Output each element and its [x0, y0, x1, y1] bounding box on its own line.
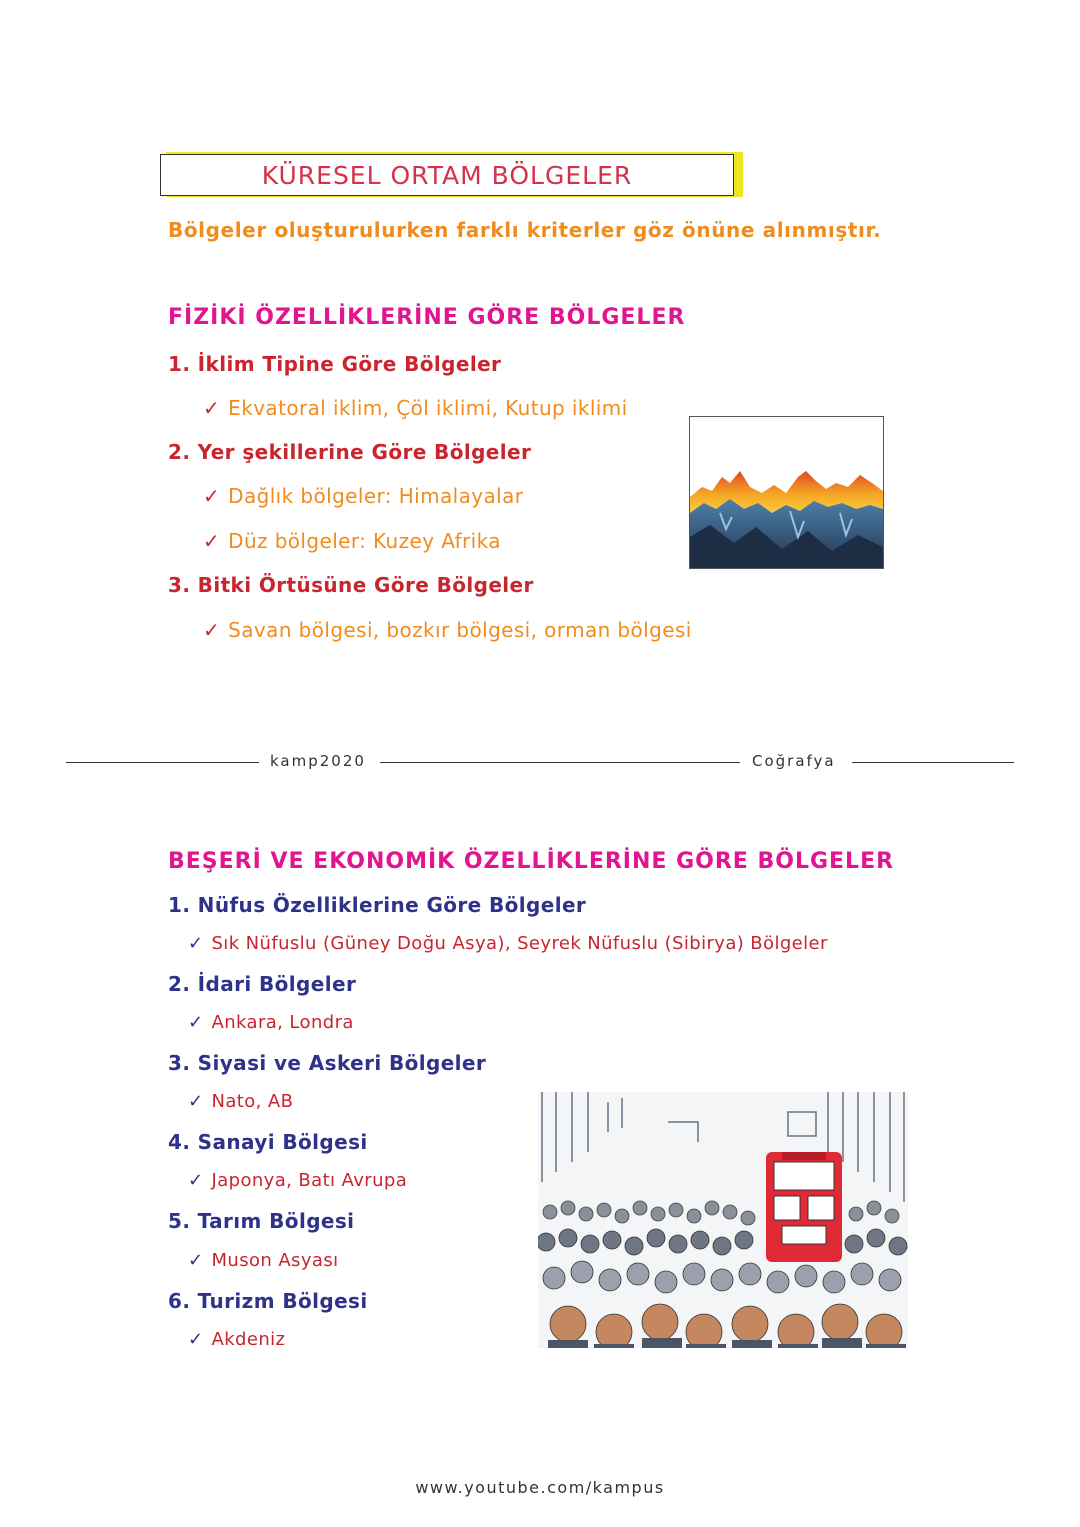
physical-heading: FİZİKİ ÖZELLİKLERİNE GÖRE BÖLGELER: [168, 305, 686, 330]
check-icon: ✓: [188, 1170, 204, 1191]
check-icon: ✓: [203, 529, 221, 553]
human-sub-1-1: ✓ Sık Nüfuslu (Güney Doğu Asya), Seyrek Nüfuslu (Sibirya) Bölgeler: [188, 933, 828, 954]
tram-shape: [766, 1152, 842, 1262]
human-sub-4-1: ✓ Japonya, Batı Avrupa: [188, 1170, 408, 1191]
human-sub-3-1: ✓ Nato, AB: [188, 1091, 294, 1112]
divider-label-left: kamp2020: [270, 752, 366, 770]
human-heading: BEŞERİ VE EKONOMİK ÖZELLİKLERİNE GÖRE BÖLGELER: [168, 849, 895, 874]
divider-label-right: Coğrafya: [752, 752, 836, 770]
crowd-tram-illustration: [538, 1092, 908, 1348]
physical-sub-2-2: ✓ Düz bölgeler: Kuzey Afrika: [203, 529, 501, 553]
check-icon: ✓: [188, 933, 204, 954]
check-icon: ✓: [188, 1012, 204, 1033]
title-box: [160, 154, 734, 196]
human-sub-5-1: ✓ Muson Asyası: [188, 1250, 339, 1271]
check-icon: ✓: [188, 1329, 204, 1350]
human-item-5: 5. Tarım Bölgesi: [168, 1209, 355, 1233]
human-sub-6-1: ✓ Akdeniz: [188, 1329, 286, 1350]
physical-sub-2-1: ✓ Dağlık bölgeler: Himalayalar: [203, 484, 524, 508]
divider-line-middle: [380, 762, 740, 763]
page-title: KÜRESEL ORTAM BÖLGELER: [261, 160, 633, 190]
check-icon: ✓: [188, 1250, 204, 1271]
human-item-3: 3. Siyasi ve Askeri Bölgeler: [168, 1051, 487, 1075]
check-icon: ✓: [203, 396, 221, 420]
divider-line-left: [66, 762, 259, 763]
intro-text: Bölgeler oluşturulurken farklı kriterler göz önüne alınmıştır.: [168, 218, 882, 242]
physical-sub-1-1: ✓ Ekvatoral iklim, Çöl iklimi, Kutup iklimi: [203, 396, 628, 420]
physical-item-2: 2. Yer şekillerine Göre Bölgeler: [168, 440, 532, 464]
physical-sub-3-1: ✓ Savan bölgesi, bozkır bölgesi, orman bölgesi: [203, 618, 692, 642]
mountain-image: [690, 417, 883, 568]
check-icon: ✓: [203, 618, 221, 642]
crowd-image: [538, 1092, 908, 1348]
human-item-1: 1. Nüfus Özelliklerine Göre Bölgeler: [168, 893, 587, 917]
human-item-2: 2. İdari Bölgeler: [168, 972, 357, 996]
physical-item-1: 1. İklim Tipine Göre Bölgeler: [168, 352, 502, 376]
physical-item-3: 3. Bitki Örtüsüne Göre Bölgeler: [168, 573, 534, 597]
mountain-illustration: [689, 416, 884, 569]
human-item-6: 6. Turizm Bölgesi: [168, 1289, 368, 1313]
human-sub-2-1: ✓ Ankara, Londra: [188, 1012, 354, 1033]
human-item-4: 4. Sanayi Bölgesi: [168, 1130, 368, 1154]
divider-line-right: [852, 762, 1014, 763]
check-icon: ✓: [188, 1091, 204, 1112]
footer-url: www.youtube.com/kampus: [415, 1478, 665, 1497]
check-icon: ✓: [203, 484, 221, 508]
